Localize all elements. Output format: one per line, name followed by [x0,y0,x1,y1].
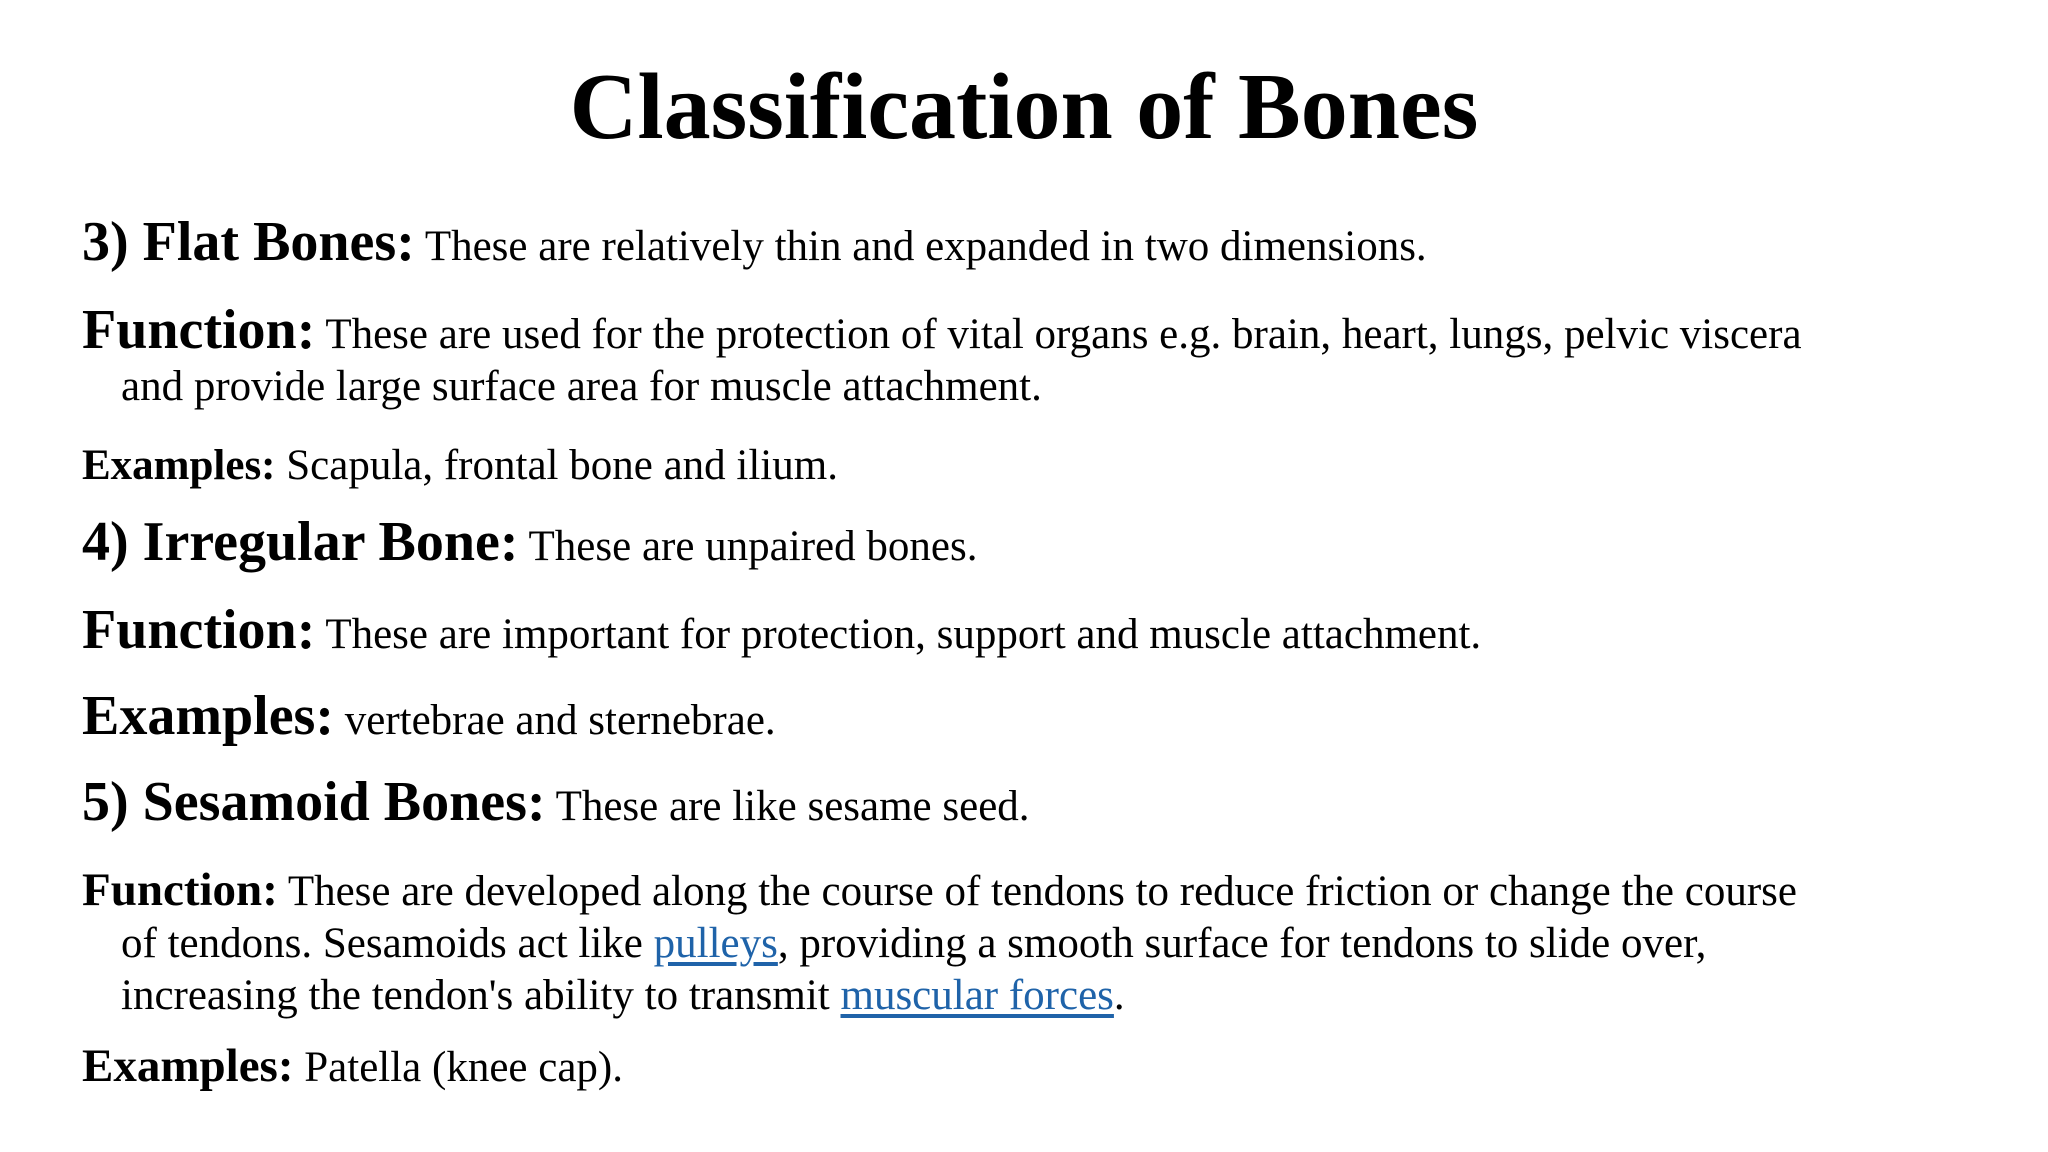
irregular-bone-examples [82,685,1984,747]
sesamoid-function-text-2a: of tendons. Sesamoids act like [121,920,654,967]
sesamoid-bones-heading: 5) Sesamoid Bones: [82,771,546,833]
slide-title: Classification of Bones [569,55,1479,159]
flat-function-text-1: These are used for the protection of vital organs e.g. brain, heart, lungs, pelvic viscera [315,311,1802,358]
flat-bones-description: These are relatively thin and expanded in two dimensions. [414,223,1427,270]
flat-bones-heading: 3) Flat Bones: [82,211,415,273]
sesamoid-bones-function [82,864,1984,1022]
flat-examples-text: Scapula, frontal bone and ilium. [275,442,838,489]
flat-function-text-2: and provide large surface area for muscle attachment. [121,363,1042,410]
flat-examples-label: Examples: [82,442,276,489]
flat-bones-function [82,299,1984,413]
irregular-bone-function [82,599,1984,661]
sesamoid-function-label: Function: [82,864,278,916]
irregular-function-text: These are important for protection, support and muscle attachment. [315,611,1482,658]
pulleys-link[interactable]: pulleys [653,920,778,967]
sesamoid-function-text-3a: increasing the tendon's ability to transmit [121,972,841,1019]
irregular-examples-label: Examples: [82,685,334,747]
sesamoid-bones-heading-line [82,771,1984,833]
flat-bones-examples [82,440,1984,492]
sesamoid-function-line-2 [82,918,1984,970]
muscular-forces-link[interactable]: muscular forces [840,972,1114,1019]
sesamoid-bones-examples [82,1040,1984,1094]
sesamoid-examples-label: Examples: [82,1040,294,1092]
sesamoid-examples-text: Patella (knee cap). [293,1044,623,1091]
sesamoid-function-line-3 [82,970,1984,1022]
irregular-bone-heading: 4) Irregular Bone: [82,511,519,573]
flat-function-label: Function: [82,299,316,361]
irregular-bone-description: These are unpaired bones. [518,523,978,570]
sesamoid-function-text-3b: . [1113,972,1125,1019]
flat-bones-heading-line [82,211,1984,273]
irregular-examples-text: vertebrae and sternebrae. [334,697,776,744]
irregular-function-label: Function: [82,599,316,661]
irregular-bone-heading-line [82,511,1984,573]
sesamoid-bones-description: These are like sesame seed. [545,783,1030,830]
sesamoid-function-text-1: These are developed along the course of tendons to reduce friction or change the course [277,868,1797,915]
sesamoid-function-text-2b: , providing a smooth surface for tendons to slide over, [777,920,1707,967]
